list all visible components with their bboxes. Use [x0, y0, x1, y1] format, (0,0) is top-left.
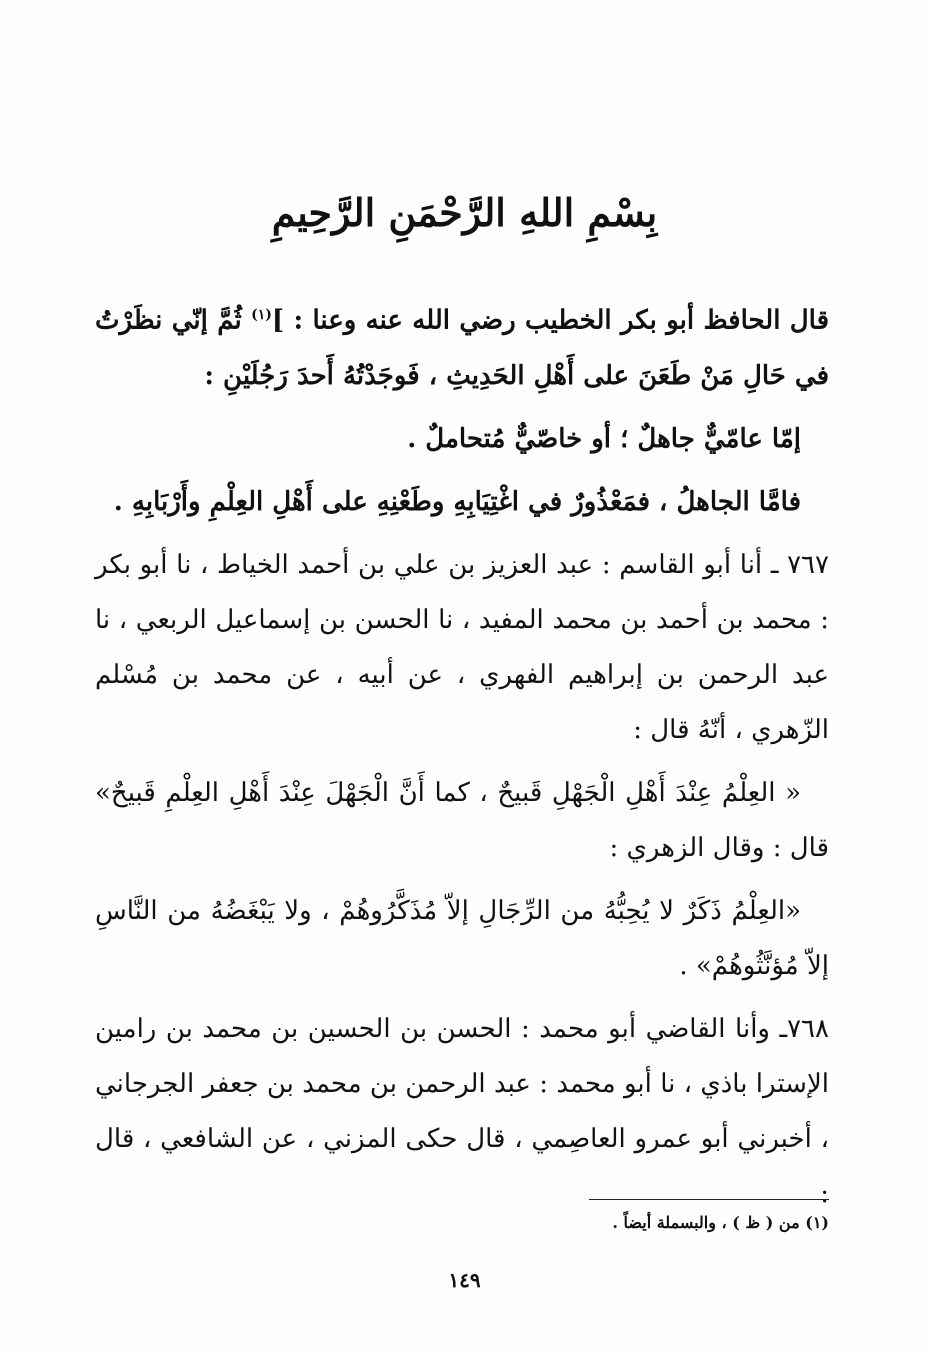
intro-bracket-text: قال الحافظ أبو بكر الخطيب رضي الله عنه وعنا : ]: [271, 305, 829, 336]
quote-knowledge-male: «العِلْمُ ذَكَرٌ لا يُحِبُّهُ من الرِّجَالِ إلاّ مُذَكَّرُوهُمْ ، ولا يَبْغَضُهُ من النَّاسِ إلاّ مُؤنَّثُوهُمْ» .: [95, 895, 829, 981]
intro-text: ثُمَّ إنّي نظَرْتُ في حَالِ مَنْ طَعَنَ على أَهْلِ الحَدِيثِ ، فَوجَدْتُهُ أَحدَ رَجُلَيْنِ :: [95, 305, 829, 391]
footnote-marker: (١): [251, 307, 272, 323]
quote-knowledge-ugly: « العِلْمُ عِنْدَ أَهْلِ الْجَهْلِ قَبيحٌ ، كما أَنَّ الْجَهْلَ عِنْدَ أَهْلِ العِلْمِ قَبيحٌ» قال : وقال الزهري :: [95, 777, 829, 863]
paragraph-intro: [95, 288, 829, 404]
body-text: [95, 288, 829, 1230]
narration-768: ٧٦٨ـ وأنا القاضي أبو محمد : الحسن بن الحسين بن محمد بن رامين الإسترا باذي ، نا أبو محمد : عبد الرحمن بن محمد بن جعفر الجرجاني ، أخبرني أبو عمرو العاصِمي ، قال حكى المزني ، عن الشافعي ، قال :: [95, 1013, 829, 1209]
footnote-divider: [589, 1199, 829, 1200]
footnote: (١) من ( ظ ) ، والبسملة أيضاً .: [612, 1213, 829, 1232]
paragraph-two-types: إمّا عامّيٌّ جاهلٌ ؛ أو خاصّيٌّ مُتحاملٌ .: [407, 423, 801, 454]
basmala-heading: بِسْمِ اللهِ الرَّحْمَنِ الرَّحِيمِ: [271, 190, 658, 235]
narration-767: ٧٦٧ ـ أنا أبو القاسم : عبد العزيز بن علي بن أحمد الخياط ، نا أبو بكر : محمد بن أحمد بن محمد المفيد ، نا الحسن بن إسماعيل الربعي ، نا عبد الرحمن بن إبراهيم الفهري ، عن أبيه ، عن محمد بن مُسْلم الزّهري ، أنّهُ قال :: [95, 549, 829, 745]
page-number: ١٤٩: [448, 1268, 481, 1292]
paragraph-ignorant: فامَّا الجاهلُ ، فمَعْذُورٌ في اغْتِيَابِهِ وطَعْنِهِ على أَهْلِ العِلْمِ وأَرْبَابِهِ .: [113, 486, 801, 517]
